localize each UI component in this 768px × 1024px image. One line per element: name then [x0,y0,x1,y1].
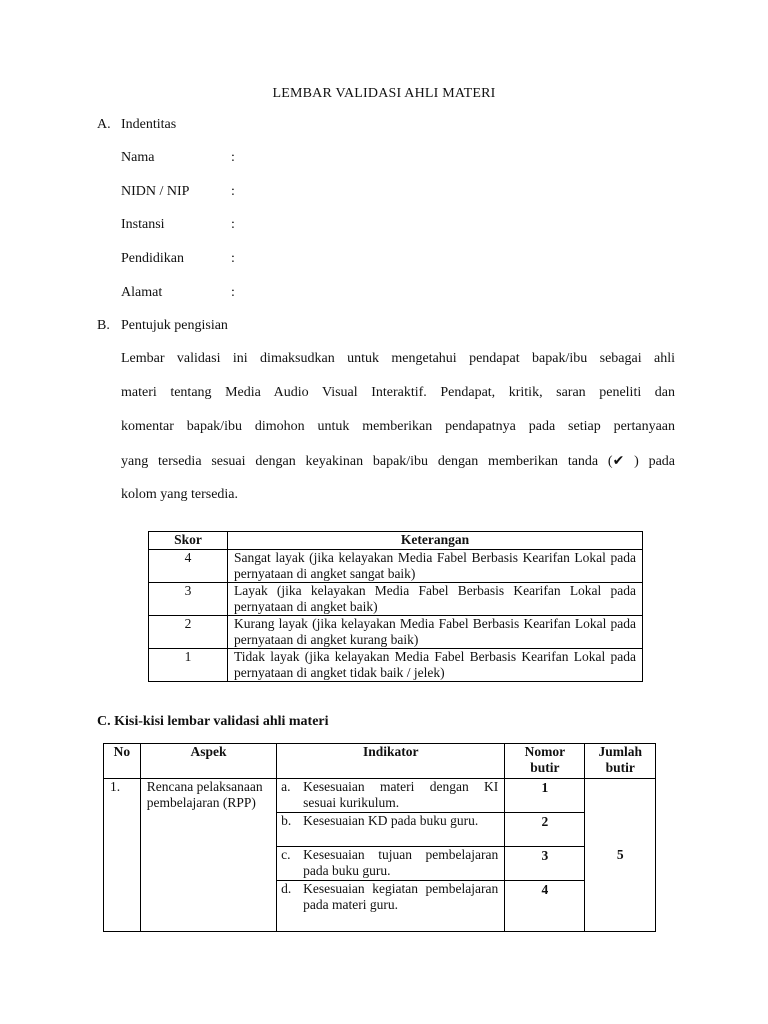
instructions-line: komentar bapak/ibu dimohon untuk memberikan pendapatnya pada setiap pertanyaan [121,419,675,434]
nomor-butir-item: 1 [505,779,584,813]
instructions-line [121,453,675,473]
table-row [149,550,643,583]
nomor-butir-item: 3 [505,847,584,881]
nomor-butir-cell [505,779,585,932]
table-row [149,649,643,682]
skor-cell: 4 [149,550,228,583]
aspek-cell: Rencana pelaksanaan pembelajaran (RPP) [140,779,276,932]
check-mark-icon: ✔ [612,453,625,469]
section-c-heading: C. Kisi-kisi lembar validasi ahli materi [97,714,329,729]
keterangan-cell: Kurang layak (jika kelayakan Media Fabel Berbasis Kearifan Lokal pada pernyataan di angket kurang baik) [228,616,643,649]
header-jumlah-butir: Jumlah butir [585,744,656,779]
indikator-item [277,813,504,847]
indikator-item [277,779,504,813]
identity-field-nama [121,150,321,170]
indikator-item [277,881,504,931]
instructions-text: yang tersedia sesuai dengan keyakinan bapak/ibu dengan memberikan tanda ( [121,454,613,469]
section-b-label: Pentujuk pengisian [121,318,228,333]
indikator-letter: a. [281,779,291,794]
field-label: Instansi [121,217,165,232]
indikator-text: Kesesuaian KD pada buku guru. [303,813,479,828]
skor-cell: 3 [149,583,228,616]
indikator-text: Kesesuaian kegiatan pembelajaran pada materi guru. [303,881,499,912]
identity-field-nidn [121,184,321,204]
document-title: LEMBAR VALIDASI AHLI MATERI [272,86,496,101]
field-label: Pendidikan [121,251,184,266]
table-header-row [104,744,656,779]
field-colon: : [231,217,235,232]
section-a-mark: A. [97,117,111,132]
instructions-line: materi tentang Media Audio Visual Interaktif. Pendapat, kritik, saran peneliti dan [121,385,675,400]
indikator-letter: c. [281,847,291,862]
header-nomor-butir: Nomor butir [505,744,585,779]
field-colon: : [231,285,235,300]
identity-field-alamat [121,285,321,305]
nomor-butir-item: 4 [541,882,549,897]
skor-cell: 2 [149,616,228,649]
indikator-text: Kesesuaian tujuan pembelajaran pada buku guru. [303,847,499,878]
field-label: NIDN / NIP [121,184,190,199]
jumlah-butir-cell: 5 [585,779,656,932]
section-b-mark: B. [97,318,110,333]
table-row [149,583,643,616]
field-colon: : [231,251,235,266]
kisi-table [103,743,656,932]
field-colon: : [231,184,235,199]
identity-field-instansi [121,217,321,237]
indikator-item [277,847,504,881]
instructions-line: Lembar validasi ini dimaksudkan untuk mengetahui pendapat bapak/ibu sebagai ahli [121,351,675,366]
table-row [104,779,656,932]
indikator-cell [277,779,505,932]
field-colon: : [231,150,235,165]
identity-field-pendidikan [121,251,321,271]
indikator-text: Kesesuaian materi dengan KI sesuai kurikulum. [303,779,499,810]
field-label: Nama [121,150,155,165]
header-aspek: Aspek [140,744,276,779]
header-keterangan: Keterangan [228,532,643,550]
skor-cell: 1 [149,649,228,682]
section-a-label: Indentitas [121,117,177,132]
nomor-butir-item: 2 [505,813,584,847]
keterangan-cell: Tidak layak (jika kelayakan Media Fabel Berbasis Kearifan Lokal pada pernyataan di angket tidak baik / jelek) [228,649,643,682]
keterangan-cell: Sangat layak (jika kelayakan Media Fabel Berbasis Kearifan Lokal pada pernyataan di angket sangat baik) [228,550,643,583]
indikator-letter: d. [281,881,292,896]
row-number: 1. [104,779,141,932]
instructions-text: ) pada [624,454,675,469]
table-row [149,616,643,649]
instructions-line: kolom yang tersedia. [121,487,239,502]
indikator-letter: b. [281,813,292,828]
skor-table [148,531,643,682]
table-header-row [149,532,643,550]
header-skor: Skor [149,532,228,550]
keterangan-cell: Layak (jika kelayakan Media Fabel Berbasis Kearifan Lokal pada pernyataan di angket baik) [228,583,643,616]
header-indikator: Indikator [277,744,505,779]
header-no: No [104,744,141,779]
field-label: Alamat [121,285,163,300]
